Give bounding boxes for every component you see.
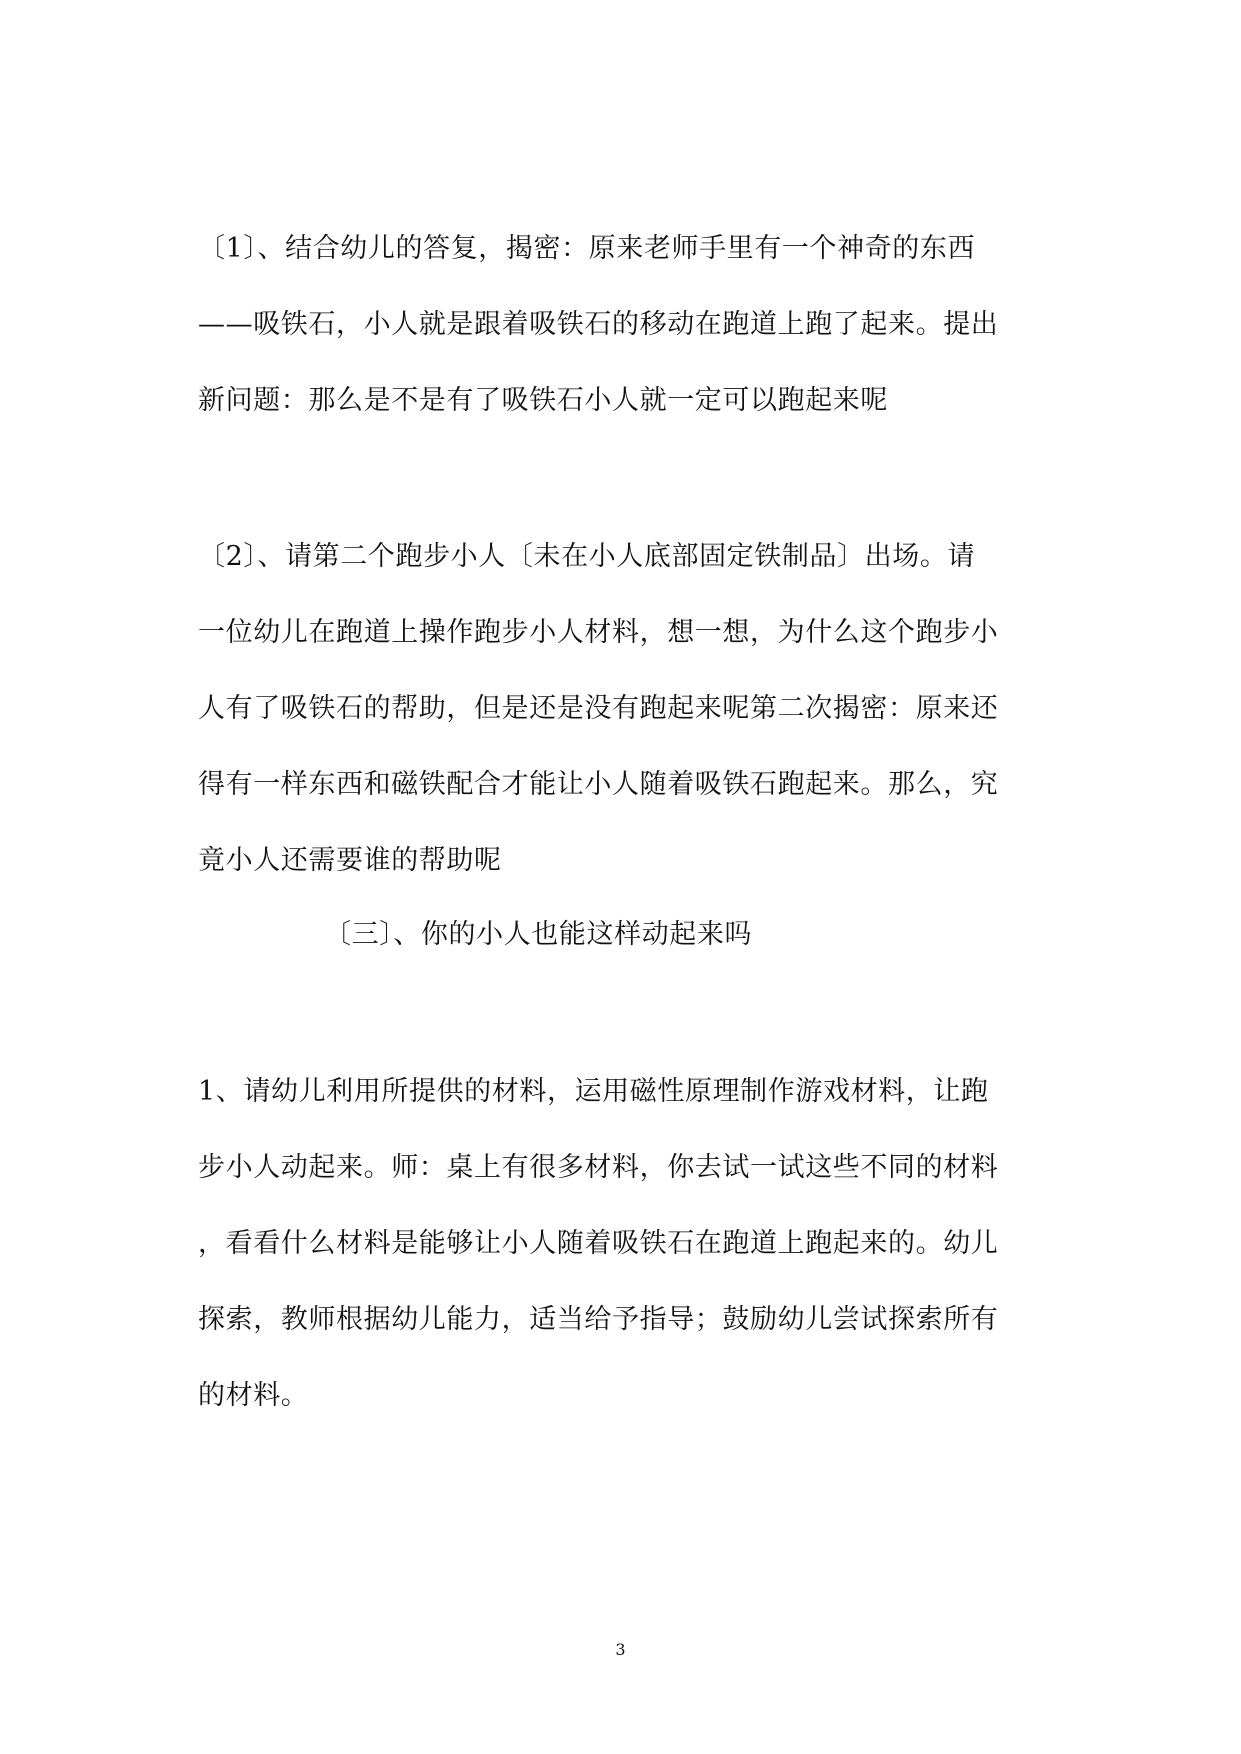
paragraph-2-line-1: 〔2〕、请第二个跑步小人〔未在小人底部固定铁制品〕出场。请 <box>198 541 976 572</box>
paragraph-1-line-3: 新问题：那么是不是有了吸铁石小人就一定可以跑起来呢 <box>198 385 888 416</box>
page-number: 3 <box>615 1640 626 1659</box>
paragraph-3-line-2: 步小人动起来。师：桌上有很多材料，你去试一试这些不同的材料 <box>198 1152 999 1183</box>
paragraph-3-line-1: 1、请幼儿利用所提供的材料，运用磁性原理制作游戏材料，让跑 <box>198 1076 989 1107</box>
paragraph-3-line-3: ，看看什么材料是能够让小人随着吸铁石在跑道上跑起来的。幼儿 <box>198 1228 999 1259</box>
paragraph-1-line-2: ——吸铁石，小人就是跟着吸铁石的移动在跑道上跑了起来。提出 <box>198 309 999 340</box>
paragraph-1-line-1: 〔1〕、结合幼儿的答复，揭密：原来老师手里有一个神奇的东西 <box>198 233 976 264</box>
paragraph-2-line-2: 一位幼儿在跑道上操作跑步小人材料，想一想，为什么这个跑步小 <box>198 617 999 648</box>
paragraph-2-line-5: 竟小人还需要谁的帮助呢 <box>198 845 502 876</box>
paragraph-3-line-4: 探索，教师根据幼儿能力，适当给予指导；鼓励幼儿尝试探索所有 <box>198 1304 999 1335</box>
section-heading: 〔三〕、你的小人也能这样动起来吗 <box>324 919 753 950</box>
paragraph-3-line-5: 的材料。 <box>198 1380 309 1411</box>
paragraph-2-line-4: 得有一样东西和磁铁配合才能让小人随着吸铁石跑起来。那么，究 <box>198 769 999 800</box>
paragraph-2-line-3: 人有了吸铁石的帮助，但是还是没有跑起来呢第二次揭密：原来还 <box>198 693 999 724</box>
